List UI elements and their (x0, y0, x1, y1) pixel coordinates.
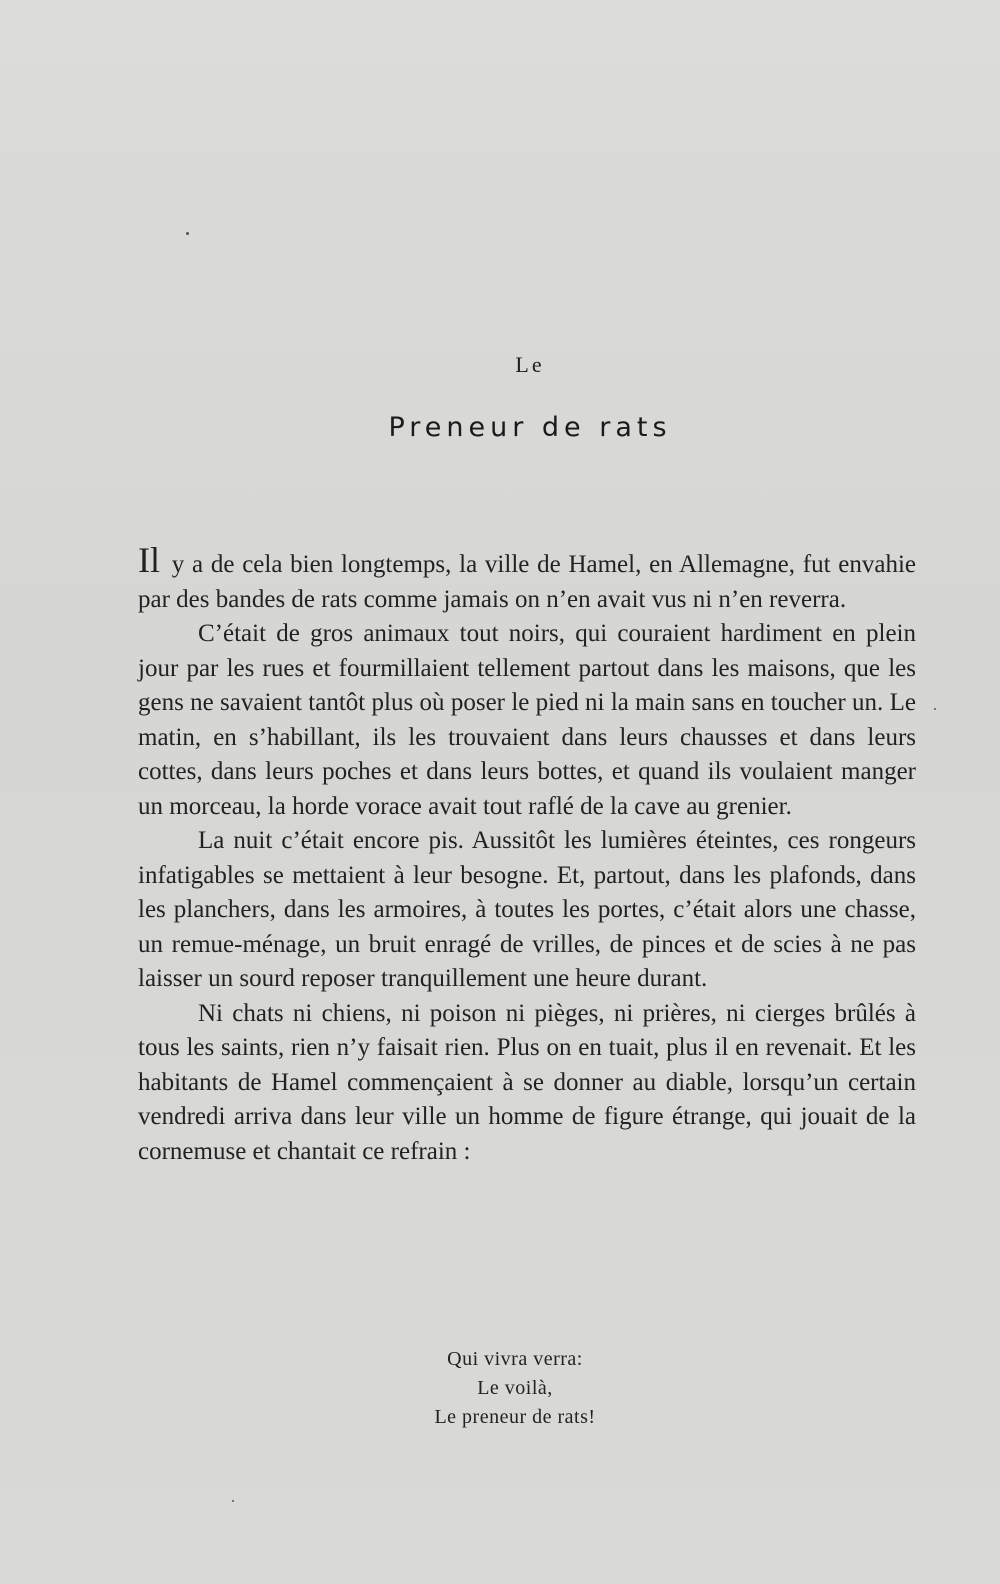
drop-cap: Il (138, 540, 160, 580)
refrain-verse (0, 1345, 1000, 1432)
verse-line-2: Le voilà, (477, 1377, 553, 1399)
paragraph-1 (138, 540, 916, 617)
paper-speck (232, 1500, 234, 1502)
verse-line-3: Le preneur de rats! (434, 1406, 596, 1428)
paragraph-2: C’était de gros animaux tout noirs, qui couraient hardiment en plein jour par les rues et fourmillaient tellement partout dans les maisons, que les gens ne savaient tantôt plus où poser le pied ni la main sans en toucher un. Le matin, en s’habillant, ils les trouvaient dans leurs chausses et dans leurs cottes, dans leurs poches et dans leurs bottes, et quand ils voulaient manger un morceau, la horde vorace avait tout raflé de la cave au grenier. (138, 620, 916, 820)
paper-speck (934, 708, 936, 710)
verse-line-1: Qui vivra verra: (447, 1348, 583, 1370)
title-article: Le (515, 352, 545, 377)
paragraph-1-text: y a de cela bien longtemps, la ville de Hamel, en Allemagne, fut envahie par des bandes de rats comme jamais on n’en avait vus ni n’en reverra. (138, 551, 916, 613)
page-title: Preneur de rats (388, 412, 672, 443)
paragraph-4: Ni chats ni chiens, ni poison ni pièges, ni prières, ni cierges brûlés à tous les saints, rien n’y faisait rien. Plus on en tuait, plus il en revenait. Et les habitants de Hamel commençaient à se donner au diable, lorsqu’un certain vendredi arriva dans leur ville un homme de figure étrange, qui jouait de la cornemuse et chantait ce refrain : (138, 999, 916, 1165)
paragraph-3: La nuit c’était encore pis. Aussitôt les lumières éteintes, ces rongeurs infatigables se mettaient à leur besogne. Et, partout, dans les plafonds, dans les planchers, dans les armoires, à toutes les portes, c’était alors une chasse, un remue-ménage, un bruit enragé de vrilles, de pinces et de scies à ne pas laisser un sourd reposer tranquillement une heure durant. (138, 827, 916, 992)
story-text (138, 540, 916, 1169)
paper-speck (186, 232, 189, 235)
